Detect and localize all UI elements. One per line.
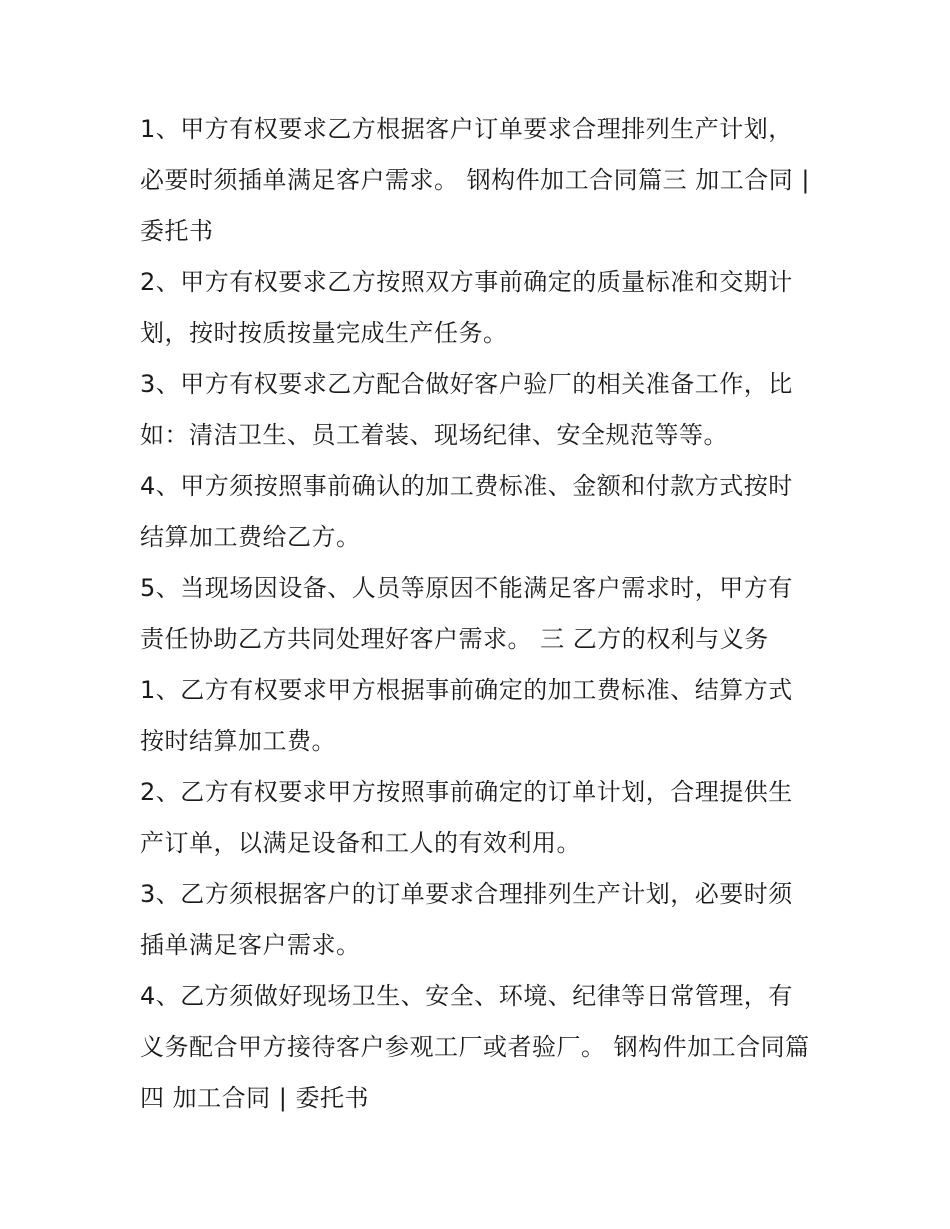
- paragraph-jia-1: 1、甲方有权要求乙方根据客户订单要求合理排列生产计划，必要时须插单满足客户需求。 钢构件加工合同篇三 加工合同 | 委托书: [140, 115, 810, 245]
- paragraph-yi-1: 1、乙方有权要求甲方根据事前确定的加工费标准、结算方式按时结算加工费。: [140, 676, 793, 755]
- paragraph-jia-5: 5、当现场因设备、人员等原因不能满足客户需求时，甲方有责任协助乙方共同处理好客户需求。 三 乙方的权利与义务: [140, 574, 793, 653]
- paragraph-yi-4: 4、乙方须做好现场卫生、安全、环境、纪律等日常管理，有义务配合甲方接待客户参观工厂或者验厂。 钢构件加工合同篇四 加工合同 | 委托书: [140, 982, 810, 1112]
- paragraph-jia-2: 2、甲方有权要求乙方按照双方事前确定的质量标准和交期计划，按时按质按量完成生产任务。: [140, 268, 793, 347]
- document-body: [140, 104, 810, 1124]
- paragraph-jia-3: 3、甲方有权要求乙方配合做好客户验厂的相关准备工作，比如：清洁卫生、员工着装、现场纪律、安全规范等等。: [140, 370, 793, 449]
- paragraph-jia-4: 4、甲方须按照事前确认的加工费标准、金额和付款方式按时结算加工费给乙方。: [140, 472, 793, 551]
- paragraph-yi-2: 2、乙方有权要求甲方按照事前确定的订单计划，合理提供生产订单，以满足设备和工人的有效利用。: [140, 778, 793, 857]
- paragraph-yi-3: 3、乙方须根据客户的订单要求合理排列生产计划，必要时须插单满足客户需求。: [140, 880, 793, 959]
